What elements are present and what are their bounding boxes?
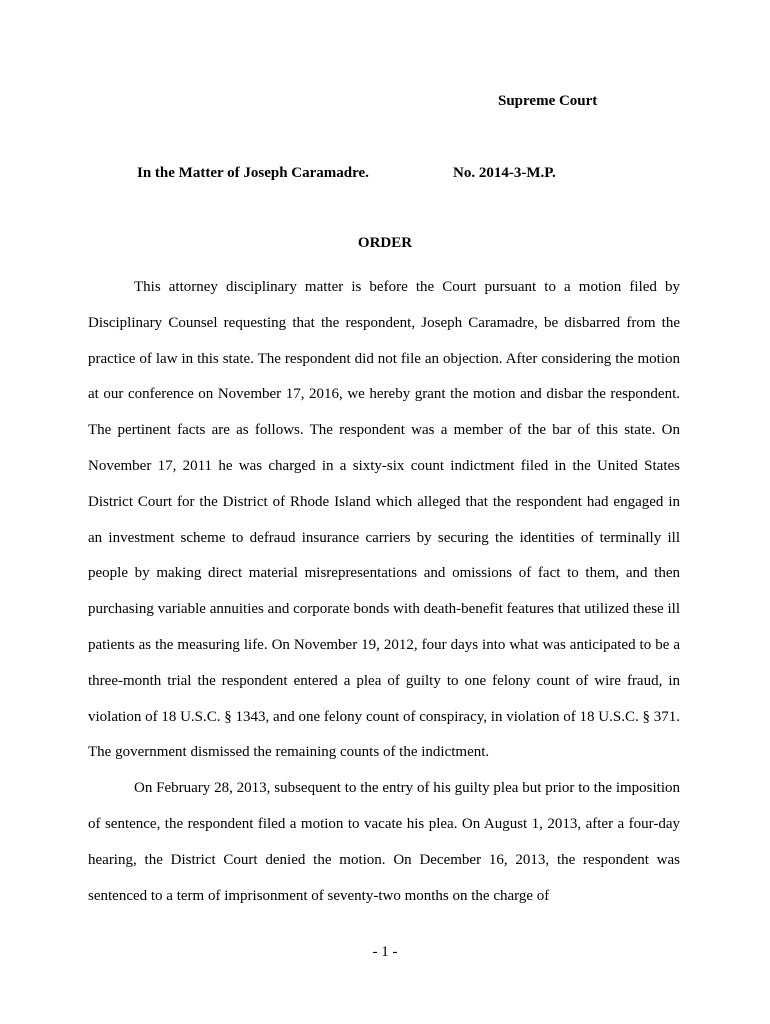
page-number: - 1 - — [372, 944, 398, 960]
body-paragraph: This attorney disciplinary matter is before the Court pursuant to a motion filed by Disciplinary Counsel requesting that the respondent, Joseph Caramadre, be disbarred from the practice of law in this state. The respondent did not file an objection. After considering the motion at our conference on November 17, 2016, we hereby grant the motion and disbar the respondent. The pertinent facts are as follows. The respondent was a member of the bar of this state. On November 17, 2011 he was charged in a sixty-six count indictment filed in the United States District Court for the District of Rhode Island which alleged that the respondent had engaged in an investment scheme to defraud insurance carriers by securing the identities of terminally ill people by making direct material misrepresentations and omissions of fact to them, and then purchasing variable annuities and corporate bonds with death-benefit features that utilized these ill patients as the measuring life. On November 19, 2012, four days into what was anticipated to be a three-month trial the respondent entered a plea of guilty to one felony count of wire fraud, in violation of 18 U.S.C. § 1343, and one felony count of conspiracy, in violation of 18 U.S.C. § 371. The government dismissed the remaining counts of the indictment. — [88, 279, 680, 761]
case-caption: In the Matter of Joseph Caramadre. — [137, 165, 369, 181]
docket-number: No. 2014-3-M.P. — [453, 165, 556, 181]
order-title: ORDER — [357, 235, 413, 251]
body-paragraph: On February 28, 2013, subsequent to the entry of his guilty plea but prior to the imposition of sentence, the respondent filed a motion to vacate his plea. On August 1, 2013, after a four-day hearing, the District Court denied the motion. On December 16, 2013, the respondent was sentenced to a term of imprisonment of seventy-two months on the charge of — [88, 780, 680, 904]
order-body — [88, 270, 680, 914]
court-name: Supreme Court — [498, 93, 598, 109]
